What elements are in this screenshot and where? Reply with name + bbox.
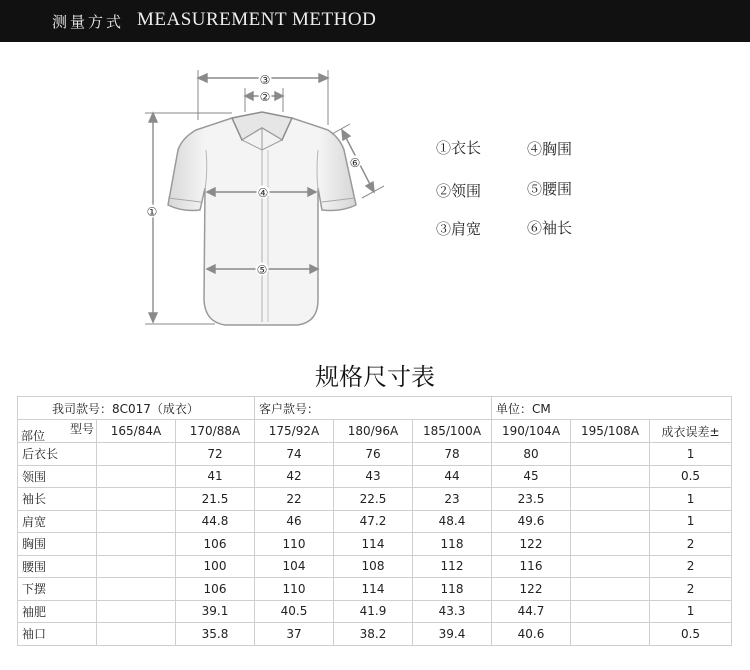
- company-style-no: 我司款号：8C017（成衣）: [18, 397, 255, 420]
- measurement-cell: 22: [255, 488, 334, 511]
- measurement-cell: [97, 488, 176, 511]
- marker-2: ②: [259, 90, 271, 104]
- tolerance-cell: 1: [650, 600, 732, 623]
- measurement-cell: [571, 578, 650, 601]
- legend-chest: ④胸围: [527, 140, 573, 158]
- measurement-cell: 122: [492, 533, 571, 556]
- tolerance-cell: 1: [650, 510, 732, 533]
- measurement-cell: 80: [492, 443, 571, 466]
- part-name-cell: 胸围: [18, 533, 97, 556]
- measurement-cell: [571, 465, 650, 488]
- measurement-cell: 43: [334, 465, 413, 488]
- measurement-cell: 39.1: [176, 600, 255, 623]
- part-name-cell: 后衣长: [18, 443, 97, 466]
- measurement-cell: [571, 443, 650, 466]
- measurement-cell: 104: [255, 555, 334, 578]
- measurement-cell: [97, 623, 176, 646]
- measurement-cell: 41.9: [334, 600, 413, 623]
- measurement-cell: 118: [413, 533, 492, 556]
- measurement-cell: 23.5: [492, 488, 571, 511]
- measurement-cell: 47.2: [334, 510, 413, 533]
- part-name-cell: 袖口: [18, 623, 97, 646]
- size-header-cell: 175/92A: [255, 420, 334, 443]
- measurement-cell: [571, 488, 650, 511]
- table-row: [18, 488, 732, 511]
- measurement-cell: 23: [413, 488, 492, 511]
- table-row: [18, 510, 732, 533]
- table-header-row: [18, 420, 732, 443]
- measurement-cell: 38.2: [334, 623, 413, 646]
- measurement-cell: 35.8: [176, 623, 255, 646]
- measurement-cell: 41: [176, 465, 255, 488]
- size-table-title: 规格尺寸表: [315, 363, 435, 391]
- measurement-cell: [571, 555, 650, 578]
- measurement-cell: [97, 578, 176, 601]
- measurement-cell: 74: [255, 443, 334, 466]
- measurement-cell: 114: [334, 578, 413, 601]
- tolerance-cell: 2: [650, 533, 732, 556]
- tolerance-cell: 2: [650, 555, 732, 578]
- customer-style-no: 客户款号：: [255, 397, 492, 420]
- table-row: [18, 533, 732, 556]
- measurement-cell: 110: [255, 578, 334, 601]
- measurement-cell: [571, 623, 650, 646]
- shirt-measurement-diagram: [0, 42, 750, 342]
- size-header-cell: 165/84A: [97, 420, 176, 443]
- measurement-cell: 110: [255, 533, 334, 556]
- measurement-cell: 37: [255, 623, 334, 646]
- measurement-cell: 44: [413, 465, 492, 488]
- table-row: [18, 623, 732, 646]
- legend-collar: ②领围: [436, 182, 482, 200]
- part-name-cell: 领围: [18, 465, 97, 488]
- measurement-cell: 78: [413, 443, 492, 466]
- measurement-cell: 106: [176, 578, 255, 601]
- measurement-cell: [571, 600, 650, 623]
- measurement-cell: 114: [334, 533, 413, 556]
- marker-5: ⑤: [256, 263, 268, 277]
- measurement-cell: 76: [334, 443, 413, 466]
- measurement-cell: 22.5: [334, 488, 413, 511]
- table-row: [18, 578, 732, 601]
- measurement-cell: 40.6: [492, 623, 571, 646]
- measurement-cell: 44.7: [492, 600, 571, 623]
- measurement-cell: [97, 533, 176, 556]
- part-name-cell: 袖肥: [18, 600, 97, 623]
- measurement-cell: 116: [492, 555, 571, 578]
- part-name-cell: 肩宽: [18, 510, 97, 533]
- legend-waist: ⑤腰围: [527, 180, 573, 198]
- measurement-cell: 72: [176, 443, 255, 466]
- marker-6: ⑥: [349, 156, 361, 170]
- measurement-cell: [97, 600, 176, 623]
- corner-part-label: 部位: [21, 429, 46, 443]
- header-title-en: MEASUREMENT METHOD: [137, 9, 377, 30]
- measurement-cell: [97, 465, 176, 488]
- tolerance-cell: 2: [650, 578, 732, 601]
- marker-1: ①: [146, 205, 158, 219]
- header-title-cn: 测量方式: [52, 13, 125, 31]
- measurement-cell: [571, 510, 650, 533]
- corner-header-cell: [18, 420, 97, 443]
- part-name-cell: 下摆: [18, 578, 97, 601]
- size-header-cell: 185/100A: [413, 420, 492, 443]
- measurement-cell: 42: [255, 465, 334, 488]
- tolerance-cell: 1: [650, 443, 732, 466]
- tolerance-cell: 0.5: [650, 465, 732, 488]
- size-spec-table: [17, 396, 732, 646]
- legend-sleeve: ⑥袖长: [527, 219, 573, 237]
- unit-label: 单位：CM: [492, 397, 732, 420]
- measurement-cell: 21.5: [176, 488, 255, 511]
- measurement-cell: 122: [492, 578, 571, 601]
- measurement-cell: [97, 443, 176, 466]
- measurement-cell: [97, 510, 176, 533]
- measurement-cell: 49.6: [492, 510, 571, 533]
- legend-shoulder: ③肩宽: [436, 220, 482, 238]
- measurement-cell: [571, 533, 650, 556]
- measurement-cell: 46: [255, 510, 334, 533]
- legend-length: ①衣长: [436, 139, 482, 157]
- size-header-cell: 195/108A: [571, 420, 650, 443]
- measurement-cell: 48.4: [413, 510, 492, 533]
- measurement-cell: 40.5: [255, 600, 334, 623]
- shirt-illustration: [168, 112, 356, 325]
- measurement-cell: 44.8: [176, 510, 255, 533]
- measurement-cell: 43.3: [413, 600, 492, 623]
- measurement-cell: 112: [413, 555, 492, 578]
- marker-4: ④: [257, 186, 269, 200]
- part-name-cell: 袖长: [18, 488, 97, 511]
- table-row: [18, 555, 732, 578]
- tolerance-cell: 0.5: [650, 623, 732, 646]
- section-header: [0, 0, 750, 42]
- measurement-cell: 106: [176, 533, 255, 556]
- measurement-cell: [97, 555, 176, 578]
- measurement-cell: 108: [334, 555, 413, 578]
- table-row: [18, 600, 732, 623]
- corner-size-label: 型号: [69, 422, 94, 436]
- size-header-cell: 180/96A: [334, 420, 413, 443]
- table-row: [18, 465, 732, 488]
- size-header-cell: 170/88A: [176, 420, 255, 443]
- measurement-cell: 118: [413, 578, 492, 601]
- part-name-cell: 腰围: [18, 555, 97, 578]
- tolerance-cell: 1: [650, 488, 732, 511]
- table-info-row: [18, 397, 732, 420]
- measurement-cell: 39.4: [413, 623, 492, 646]
- table-row: [18, 443, 732, 466]
- tolerance-header-cell: 成衣误差±: [650, 420, 732, 443]
- size-header-cell: 190/104A: [492, 420, 571, 443]
- measurement-cell: 45: [492, 465, 571, 488]
- measurement-cell: 100: [176, 555, 255, 578]
- marker-3: ③: [259, 73, 271, 87]
